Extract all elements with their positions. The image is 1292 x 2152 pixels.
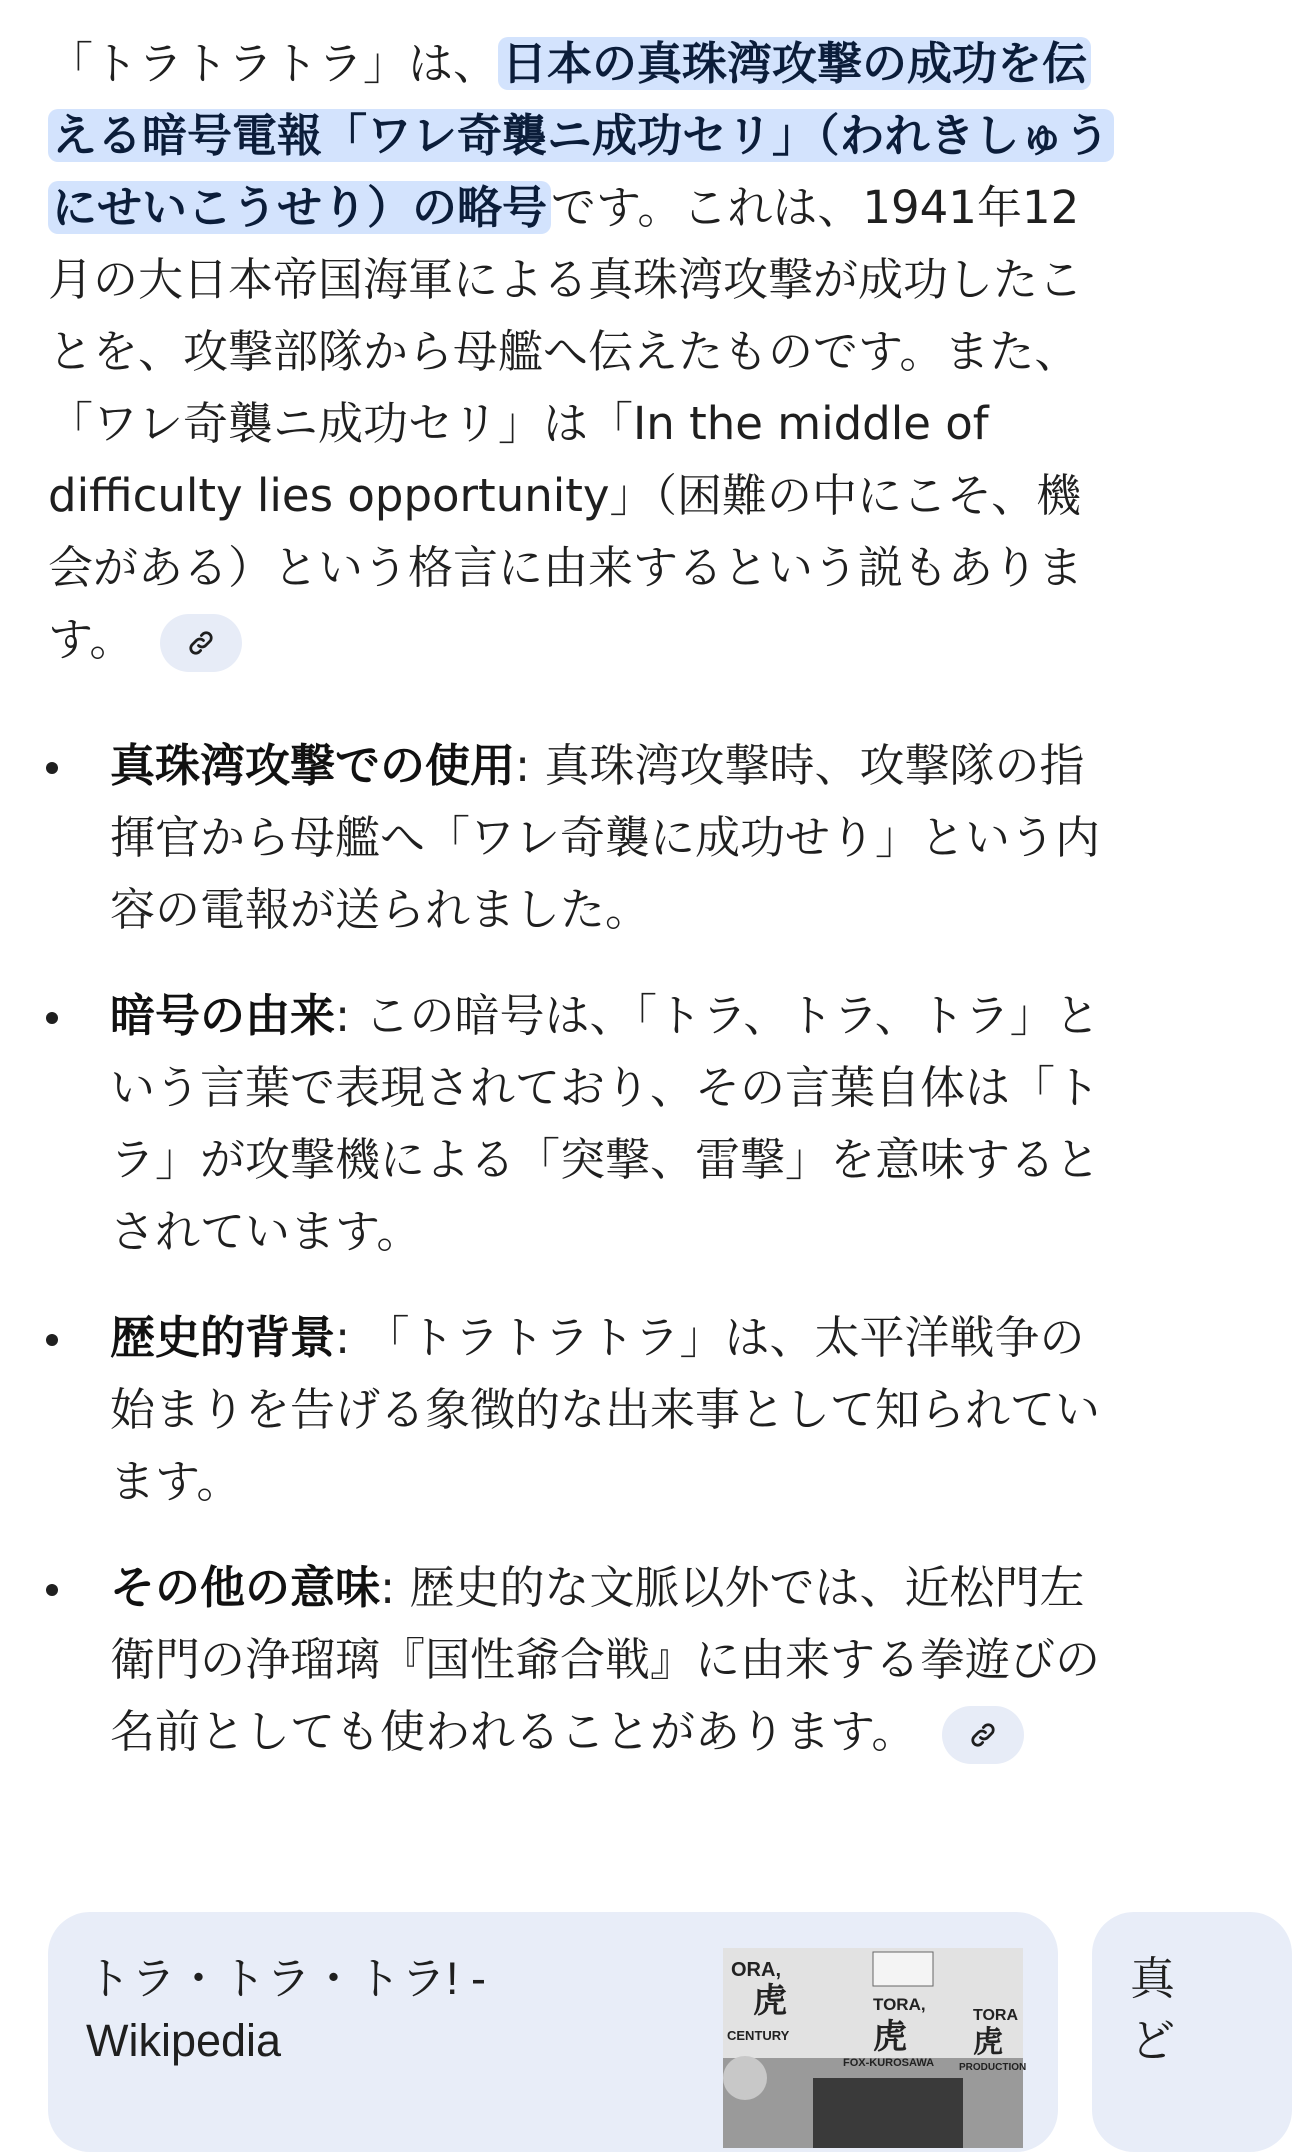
source-link-chip[interactable] <box>942 1706 1024 1764</box>
bullet-term: 真珠湾攻撃での使用 <box>110 739 516 792</box>
thumb-text: PRODUCTION <box>959 2062 1027 2073</box>
thumb-text: 虎 <box>753 1982 787 2020</box>
thumb-text: 虎 <box>973 2026 1003 2059</box>
bullet-text: : この暗号は、「トラ、トラ、トラ」という言葉で表現されており、その言葉自体は「トラ」が攻撃機による「突撃、雷撃」を意味するとされています。 <box>110 989 1101 1258</box>
source-card-title: 真 ど <box>1130 1952 1176 2067</box>
poster-thumbnail <box>723 1948 1027 2148</box>
source-card-title <box>86 1948 686 2072</box>
bullet-term: 暗号の由来 <box>110 989 336 1042</box>
link-icon <box>968 1720 998 1750</box>
bullet-dot <box>46 1012 58 1024</box>
thumb-text: CENTURY <box>727 2028 790 2043</box>
bullet-dot <box>46 1584 58 1596</box>
source-card-next[interactable] <box>1092 1912 1292 2152</box>
list-item <box>0 1302 1170 1518</box>
source-card-thumbnail <box>723 1948 1027 2148</box>
thumb-text: TORA <box>973 2007 1019 2024</box>
list-item <box>0 730 1170 946</box>
intro-highlight: 日本の真珠湾攻撃の成功を伝える暗号電報「ワレ奇襲ニ成功セリ」（われきしゅうにせいこうせり）の略号 <box>48 37 1114 234</box>
bullet-list <box>0 730 1170 1802</box>
list-item <box>0 1552 1170 1768</box>
thumb-text: ORA, <box>731 1959 781 1981</box>
source-card-title-line: トラ・トラ・トラ! - <box>86 1953 486 2004</box>
thumb-text: FOX-KUROSAWA <box>843 2057 935 2069</box>
intro-lead: 「トラトラトラ」は、 <box>48 37 499 90</box>
source-card-site: Wikipedia <box>86 2015 282 2066</box>
link-icon <box>186 628 216 658</box>
bullet-text: : 歴史的な文脈以外では、近松門左衛門の浄瑠璃『国性爺合戦』に由来する拳遊びの名前としても使われることがあります。 <box>110 1561 1101 1758</box>
source-link-chip[interactable] <box>160 614 242 672</box>
bullet-text: : 「トラトラトラ」は、太平洋戦争の始まりを告げる象徴的な出来事として知られています。 <box>110 1311 1101 1508</box>
source-card-wikipedia[interactable] <box>48 1912 1058 2152</box>
source-cards-carousel <box>48 1912 1176 2112</box>
intro-body: です。これは、1941年12月の大日本帝国海軍による真珠湾攻撃が成功したことを、攻撃部隊から母艦へ伝えたものです。また、「ワレ奇襲ニ成功セリ」は「In the middle of difficulty lies opportunity」（困難の中にこそ、機会がある）という格言に由来するという説もあります。 <box>48 181 1084 666</box>
list-item <box>0 980 1170 1268</box>
bullet-text: : 真珠湾攻撃時、攻撃隊の指揮官から母艦へ「ワレ奇襲に成功せり」という内容の電報が送られました。 <box>110 739 1101 936</box>
bullet-term: 歴史的背景 <box>110 1311 336 1364</box>
intro-paragraph <box>48 28 1122 676</box>
bullet-term: その他の意味 <box>110 1561 381 1614</box>
thumb-text: TORA, <box>873 1995 926 2014</box>
bullet-dot <box>46 762 58 774</box>
bullet-dot <box>46 1334 58 1346</box>
thumb-text: 虎 <box>873 2018 907 2056</box>
